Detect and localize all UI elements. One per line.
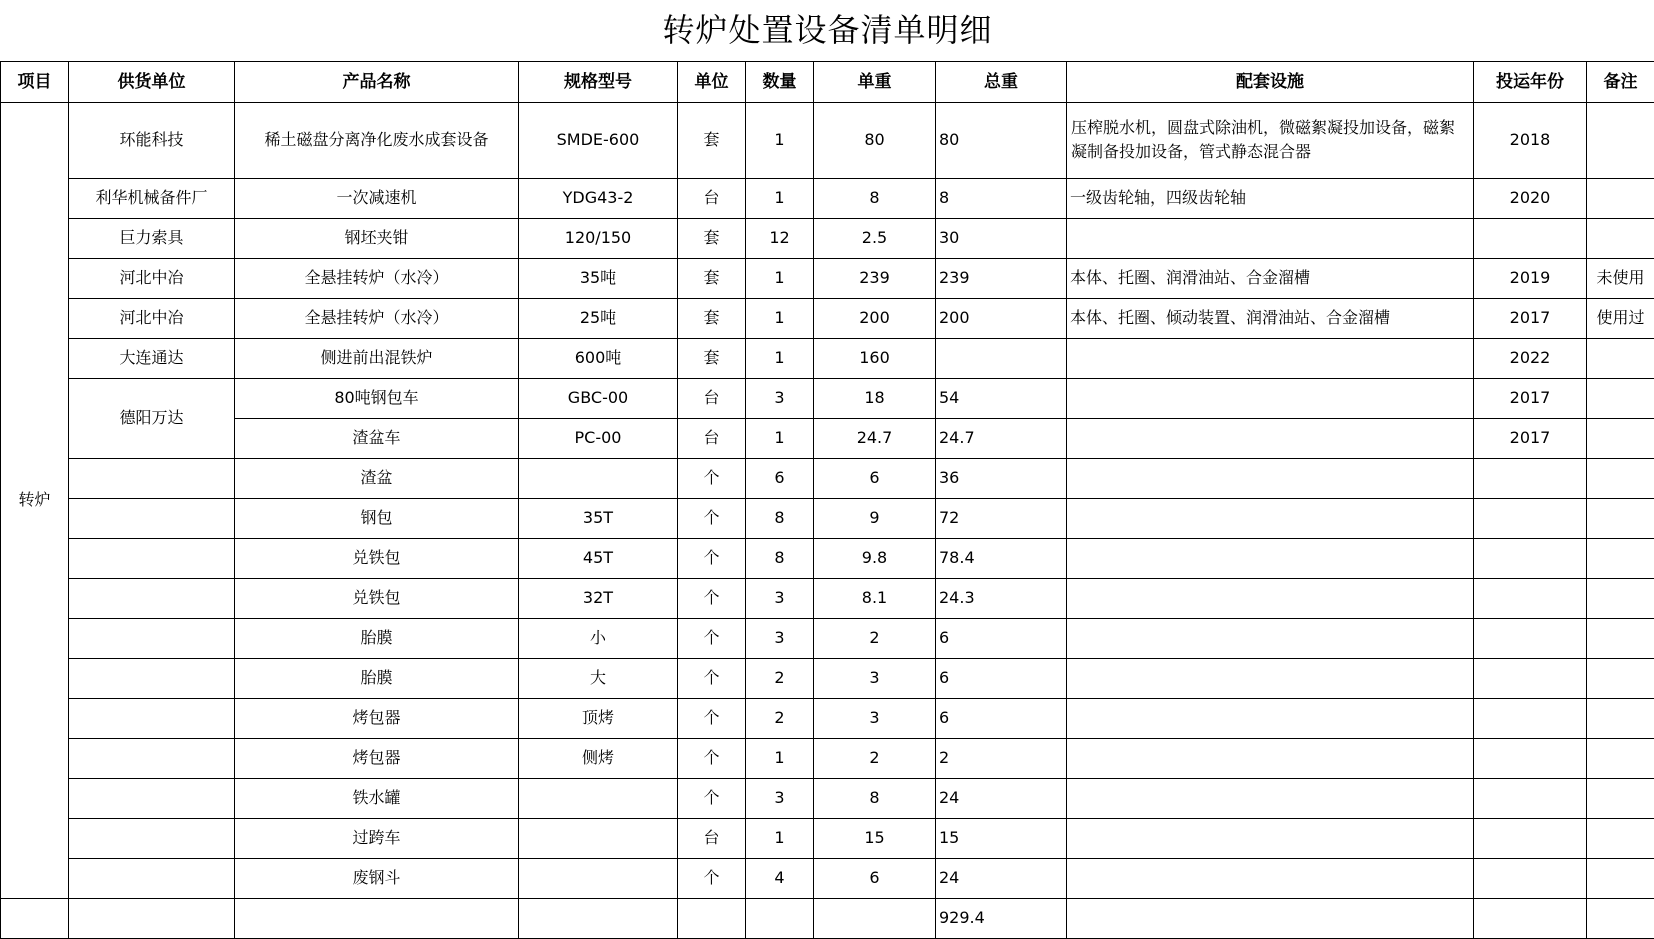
product-cell: 渣盆 xyxy=(235,458,519,498)
spec-cell: YDG43-2 xyxy=(519,178,678,218)
header-supplier: 供货单位 xyxy=(69,61,235,102)
product-cell: 烤包器 xyxy=(235,698,519,738)
unit-cell: 个 xyxy=(678,778,746,818)
product-cell: 全悬挂转炉（水冷） xyxy=(235,298,519,338)
table-row xyxy=(1,858,1654,898)
unit-weight-cell: 8.1 xyxy=(814,578,936,618)
remark-cell xyxy=(1587,418,1654,458)
year-cell xyxy=(1474,498,1587,538)
unit-cell: 个 xyxy=(678,618,746,658)
empty-cell xyxy=(69,898,235,938)
remark-cell xyxy=(1587,458,1654,498)
remark-cell: 未使用 xyxy=(1587,258,1654,298)
qty-cell: 1 xyxy=(746,338,814,378)
facilities-cell xyxy=(1067,458,1474,498)
qty-cell: 8 xyxy=(746,538,814,578)
unit-cell: 套 xyxy=(678,298,746,338)
year-cell xyxy=(1474,538,1587,578)
supplier-cell: 德阳万达 xyxy=(69,378,235,458)
table-row xyxy=(1,698,1654,738)
header-total-weight: 总重 xyxy=(936,61,1067,102)
product-cell: 烤包器 xyxy=(235,738,519,778)
unit-cell: 个 xyxy=(678,578,746,618)
qty-cell: 1 xyxy=(746,258,814,298)
qty-cell: 1 xyxy=(746,298,814,338)
header-facilities: 配套设施 xyxy=(1067,61,1474,102)
unit-weight-cell: 18 xyxy=(814,378,936,418)
spec-cell xyxy=(519,778,678,818)
year-cell xyxy=(1474,778,1587,818)
supplier-cell xyxy=(69,858,235,898)
table-row xyxy=(1,418,1654,458)
empty-cell xyxy=(235,898,519,938)
facilities-cell xyxy=(1067,338,1474,378)
table-row xyxy=(1,298,1654,338)
unit-cell: 个 xyxy=(678,698,746,738)
unit-cell: 个 xyxy=(678,538,746,578)
remark-cell xyxy=(1587,178,1654,218)
remark-cell xyxy=(1587,102,1654,178)
header-qty: 数量 xyxy=(746,61,814,102)
product-cell: 兑铁包 xyxy=(235,538,519,578)
header-remark: 备注 xyxy=(1587,61,1654,102)
remark-cell xyxy=(1587,538,1654,578)
qty-cell: 6 xyxy=(746,458,814,498)
unit-cell: 套 xyxy=(678,102,746,178)
facilities-cell xyxy=(1067,858,1474,898)
qty-cell: 3 xyxy=(746,578,814,618)
year-cell xyxy=(1474,658,1587,698)
sheet-title: 转炉处置设备清单明细 xyxy=(1,0,1654,61)
unit-cell: 台 xyxy=(678,818,746,858)
grand-total-weight: 929.4 xyxy=(936,898,1067,938)
supplier-cell xyxy=(69,578,235,618)
spec-cell: 32T xyxy=(519,578,678,618)
product-cell: 胎膜 xyxy=(235,658,519,698)
table-row xyxy=(1,618,1654,658)
total-weight-cell: 30 xyxy=(936,218,1067,258)
header-unit-weight: 单重 xyxy=(814,61,936,102)
unit-weight-cell: 9 xyxy=(814,498,936,538)
qty-cell: 1 xyxy=(746,178,814,218)
product-cell: 渣盆车 xyxy=(235,418,519,458)
facilities-cell: 一级齿轮轴，四级齿轮轴 xyxy=(1067,178,1474,218)
product-cell: 废钢斗 xyxy=(235,858,519,898)
remark-cell xyxy=(1587,378,1654,418)
product-cell: 兑铁包 xyxy=(235,578,519,618)
header-product: 产品名称 xyxy=(235,61,519,102)
total-weight-cell: 239 xyxy=(936,258,1067,298)
header-project: 项目 xyxy=(1,61,69,102)
remark-cell xyxy=(1587,738,1654,778)
total-weight-cell: 80 xyxy=(936,102,1067,178)
total-weight-cell: 6 xyxy=(936,698,1067,738)
qty-cell: 12 xyxy=(746,218,814,258)
qty-cell: 1 xyxy=(746,102,814,178)
spec-cell: 35吨 xyxy=(519,258,678,298)
empty-cell xyxy=(678,898,746,938)
year-cell xyxy=(1474,218,1587,258)
remark-cell: 使用过 xyxy=(1587,298,1654,338)
total-row xyxy=(1,898,1654,938)
remark-cell xyxy=(1587,778,1654,818)
table-row xyxy=(1,458,1654,498)
facilities-cell xyxy=(1067,618,1474,658)
total-weight-cell: 6 xyxy=(936,658,1067,698)
spec-cell: 小 xyxy=(519,618,678,658)
facilities-cell xyxy=(1067,218,1474,258)
spec-cell: 35T xyxy=(519,498,678,538)
supplier-cell: 大连通达 xyxy=(69,338,235,378)
qty-cell: 2 xyxy=(746,658,814,698)
total-weight-cell: 24.7 xyxy=(936,418,1067,458)
empty-cell xyxy=(1,898,69,938)
total-weight-cell: 8 xyxy=(936,178,1067,218)
total-weight-cell xyxy=(936,338,1067,378)
unit-weight-cell: 239 xyxy=(814,258,936,298)
year-cell xyxy=(1474,858,1587,898)
product-cell: 全悬挂转炉（水冷） xyxy=(235,258,519,298)
unit-weight-cell: 15 xyxy=(814,818,936,858)
qty-cell: 2 xyxy=(746,698,814,738)
qty-cell: 1 xyxy=(746,738,814,778)
spec-cell: 侧烤 xyxy=(519,738,678,778)
empty-cell xyxy=(519,898,678,938)
product-cell: 钢坯夹钳 xyxy=(235,218,519,258)
supplier-cell: 利华机械备件厂 xyxy=(69,178,235,218)
supplier-cell xyxy=(69,778,235,818)
table-row xyxy=(1,738,1654,778)
supplier-cell xyxy=(69,698,235,738)
supplier-cell xyxy=(69,818,235,858)
header-spec: 规格型号 xyxy=(519,61,678,102)
remark-cell xyxy=(1587,578,1654,618)
unit-weight-cell: 2 xyxy=(814,738,936,778)
year-cell xyxy=(1474,698,1587,738)
unit-weight-cell: 8 xyxy=(814,178,936,218)
qty-cell: 3 xyxy=(746,618,814,658)
unit-weight-cell: 9.8 xyxy=(814,538,936,578)
year-cell xyxy=(1474,818,1587,858)
year-cell xyxy=(1474,738,1587,778)
unit-cell: 台 xyxy=(678,378,746,418)
header-row xyxy=(1,61,1654,102)
spec-cell: 600吨 xyxy=(519,338,678,378)
unit-cell: 个 xyxy=(678,858,746,898)
supplier-cell xyxy=(69,538,235,578)
year-cell: 2022 xyxy=(1474,338,1587,378)
table-row xyxy=(1,538,1654,578)
spec-cell: 45T xyxy=(519,538,678,578)
table-row xyxy=(1,778,1654,818)
remark-cell xyxy=(1587,858,1654,898)
table-row xyxy=(1,498,1654,538)
remark-cell xyxy=(1587,618,1654,658)
total-weight-cell: 72 xyxy=(936,498,1067,538)
supplier-cell xyxy=(69,658,235,698)
facilities-cell xyxy=(1067,378,1474,418)
unit-weight-cell: 200 xyxy=(814,298,936,338)
total-weight-cell: 24 xyxy=(936,858,1067,898)
unit-weight-cell: 6 xyxy=(814,858,936,898)
table-row xyxy=(1,658,1654,698)
unit-cell: 个 xyxy=(678,738,746,778)
total-weight-cell: 36 xyxy=(936,458,1067,498)
unit-weight-cell: 2 xyxy=(814,618,936,658)
spec-cell xyxy=(519,858,678,898)
unit-cell: 台 xyxy=(678,178,746,218)
total-weight-cell: 200 xyxy=(936,298,1067,338)
remark-cell xyxy=(1587,498,1654,538)
unit-cell: 个 xyxy=(678,498,746,538)
spec-cell: 顶烤 xyxy=(519,698,678,738)
empty-cell xyxy=(1474,898,1587,938)
table-row xyxy=(1,178,1654,218)
facilities-cell xyxy=(1067,698,1474,738)
unit-cell: 套 xyxy=(678,258,746,298)
unit-cell: 套 xyxy=(678,338,746,378)
header-unit: 单位 xyxy=(678,61,746,102)
supplier-cell: 巨力索具 xyxy=(69,218,235,258)
remark-cell xyxy=(1587,818,1654,858)
facilities-cell xyxy=(1067,778,1474,818)
spec-cell: 25吨 xyxy=(519,298,678,338)
empty-cell xyxy=(746,898,814,938)
year-cell xyxy=(1474,458,1587,498)
product-cell: 侧进前出混铁炉 xyxy=(235,338,519,378)
supplier-cell xyxy=(69,458,235,498)
unit-weight-cell: 2.5 xyxy=(814,218,936,258)
product-cell: 胎膜 xyxy=(235,618,519,658)
year-cell: 2019 xyxy=(1474,258,1587,298)
unit-cell: 台 xyxy=(678,418,746,458)
facilities-cell: 压榨脱水机，圆盘式除油机，微磁絮凝投加设备，磁絮凝制备投加设备，管式静态混合器 xyxy=(1067,102,1474,178)
unit-weight-cell: 6 xyxy=(814,458,936,498)
facilities-cell: 本体、托圈、润滑油站、合金溜槽 xyxy=(1067,258,1474,298)
header-year: 投运年份 xyxy=(1474,61,1587,102)
empty-cell xyxy=(1067,898,1474,938)
table-row xyxy=(1,818,1654,858)
unit-weight-cell: 80 xyxy=(814,102,936,178)
table-row xyxy=(1,258,1654,298)
product-cell: 稀土磁盘分离净化废水成套设备 xyxy=(235,102,519,178)
table-row xyxy=(1,218,1654,258)
project-cell: 转炉 xyxy=(1,102,69,898)
qty-cell: 4 xyxy=(746,858,814,898)
facilities-cell xyxy=(1067,418,1474,458)
facilities-cell xyxy=(1067,498,1474,538)
year-cell xyxy=(1474,618,1587,658)
table-row xyxy=(1,338,1654,378)
unit-weight-cell: 8 xyxy=(814,778,936,818)
unit-weight-cell: 3 xyxy=(814,658,936,698)
spec-cell: GBC-00 xyxy=(519,378,678,418)
year-cell: 2020 xyxy=(1474,178,1587,218)
total-weight-cell: 24 xyxy=(936,778,1067,818)
supplier-cell: 河北中冶 xyxy=(69,298,235,338)
unit-cell: 套 xyxy=(678,218,746,258)
unit-cell: 个 xyxy=(678,658,746,698)
total-weight-cell: 24.3 xyxy=(936,578,1067,618)
supplier-cell xyxy=(69,618,235,658)
product-cell: 一次减速机 xyxy=(235,178,519,218)
remark-cell xyxy=(1587,338,1654,378)
qty-cell: 1 xyxy=(746,418,814,458)
supplier-cell xyxy=(69,738,235,778)
total-weight-cell: 15 xyxy=(936,818,1067,858)
facilities-cell xyxy=(1067,578,1474,618)
total-weight-cell: 6 xyxy=(936,618,1067,658)
supplier-cell xyxy=(69,498,235,538)
unit-weight-cell: 3 xyxy=(814,698,936,738)
product-cell: 过跨车 xyxy=(235,818,519,858)
facilities-cell xyxy=(1067,738,1474,778)
qty-cell: 3 xyxy=(746,378,814,418)
remark-cell xyxy=(1587,218,1654,258)
spec-cell: 120/150 xyxy=(519,218,678,258)
spec-cell: 大 xyxy=(519,658,678,698)
product-cell: 钢包 xyxy=(235,498,519,538)
year-cell: 2017 xyxy=(1474,298,1587,338)
total-weight-cell: 2 xyxy=(936,738,1067,778)
qty-cell: 3 xyxy=(746,778,814,818)
remark-cell xyxy=(1587,658,1654,698)
table-row xyxy=(1,102,1654,178)
unit-cell: 个 xyxy=(678,458,746,498)
qty-cell: 8 xyxy=(746,498,814,538)
spec-cell xyxy=(519,818,678,858)
year-cell: 2017 xyxy=(1474,378,1587,418)
unit-weight-cell: 24.7 xyxy=(814,418,936,458)
year-cell: 2018 xyxy=(1474,102,1587,178)
empty-cell xyxy=(814,898,936,938)
supplier-cell: 河北中冶 xyxy=(69,258,235,298)
remark-cell xyxy=(1587,698,1654,738)
table-row xyxy=(1,378,1654,418)
unit-weight-cell: 160 xyxy=(814,338,936,378)
spec-cell: SMDE-600 xyxy=(519,102,678,178)
total-weight-cell: 54 xyxy=(936,378,1067,418)
facilities-cell xyxy=(1067,818,1474,858)
spec-cell xyxy=(519,458,678,498)
product-cell: 铁水罐 xyxy=(235,778,519,818)
qty-cell: 1 xyxy=(746,818,814,858)
year-cell: 2017 xyxy=(1474,418,1587,458)
spec-cell: PC-00 xyxy=(519,418,678,458)
product-cell: 80吨钢包车 xyxy=(235,378,519,418)
supplier-cell: 环能科技 xyxy=(69,102,235,178)
facilities-cell: 本体、托圈、倾动装置、润滑油站、合金溜槽 xyxy=(1067,298,1474,338)
table-row xyxy=(1,578,1654,618)
year-cell xyxy=(1474,578,1587,618)
facilities-cell xyxy=(1067,538,1474,578)
facilities-cell xyxy=(1067,658,1474,698)
total-weight-cell: 78.4 xyxy=(936,538,1067,578)
empty-cell xyxy=(1587,898,1654,938)
